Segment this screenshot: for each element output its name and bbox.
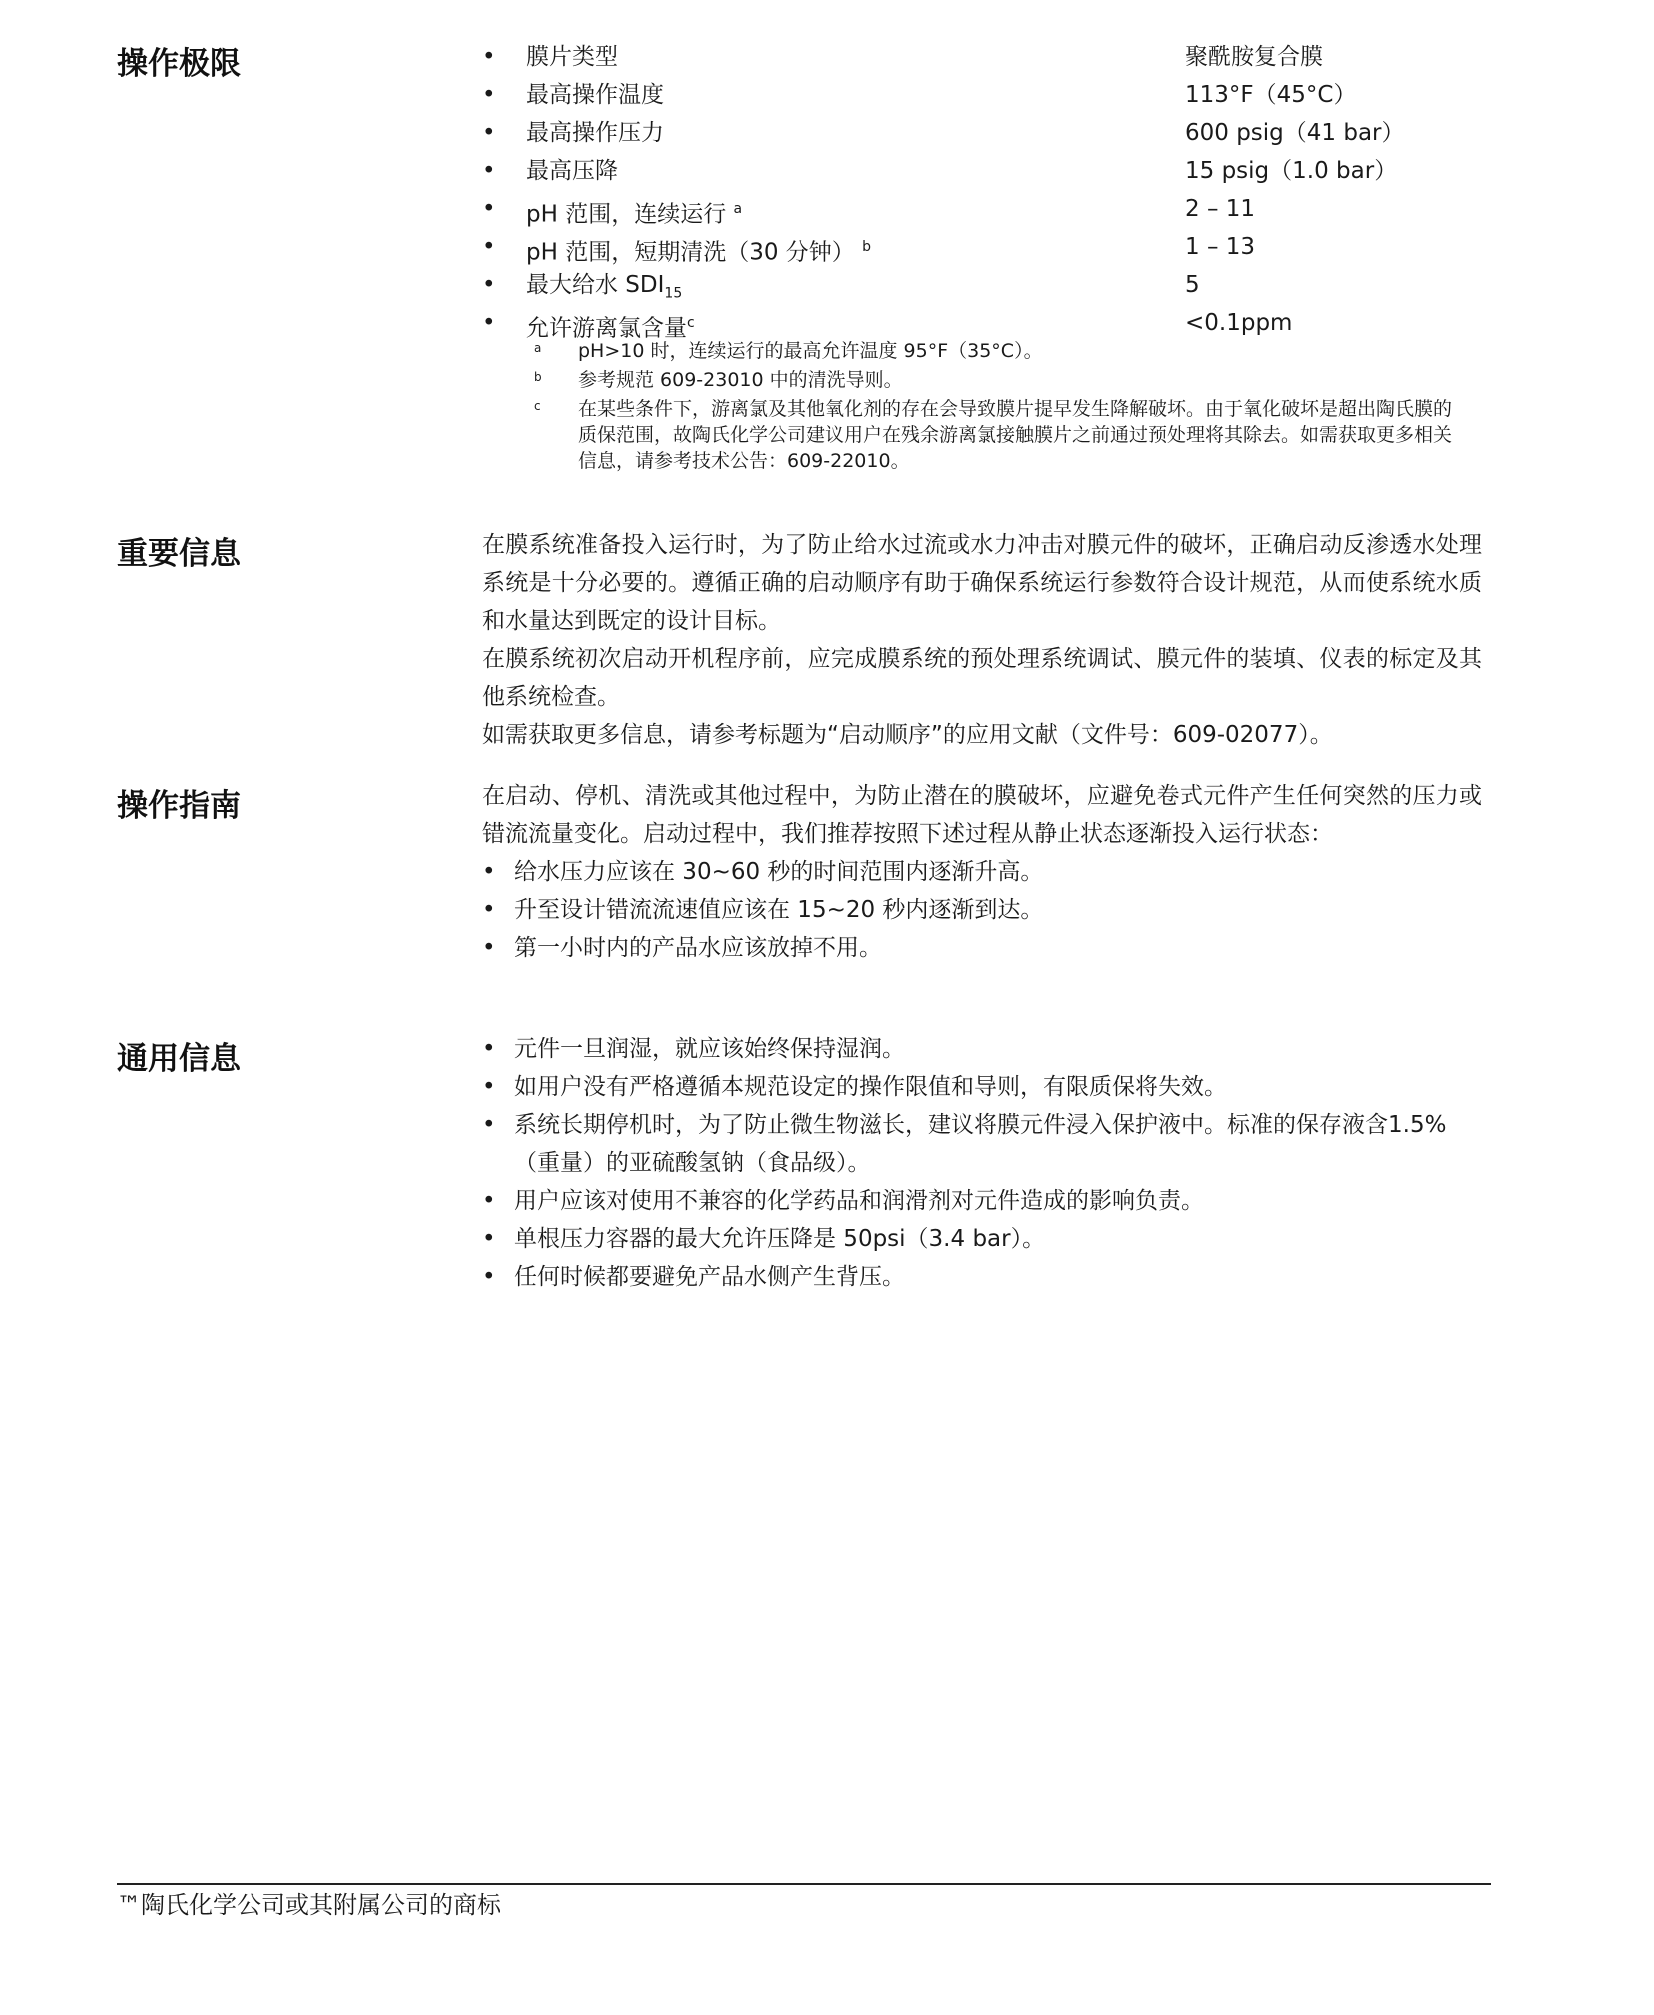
bullet: • [482, 1188, 496, 1214]
important-text [482, 526, 1482, 754]
limits-row [482, 152, 1482, 190]
limits-table [482, 38, 1482, 342]
limits-label-text: 允许游离氯含量 [526, 315, 687, 342]
list-item [482, 891, 1482, 929]
limits-row [482, 304, 1482, 342]
list-item-text: 用户应该对使用不兼容的化学药品和润滑剂对元件造成的影响负责。 [514, 1188, 1204, 1214]
footnote [482, 367, 1482, 393]
footnote-mark: a [534, 341, 542, 355]
footer-divider [117, 1883, 1491, 1885]
limits-row [482, 266, 1482, 304]
limits-label: 最高压降 [526, 158, 618, 184]
footnote-mark: c [687, 315, 695, 331]
section-title-guide: 操作指南 [117, 788, 241, 824]
bullet: • [482, 158, 496, 184]
bullet: • [482, 82, 496, 108]
list-item-text: 升至设计错流流速值应该在 15~20 秒内逐渐到达。 [514, 897, 1044, 923]
footnote-text: pH>10 时，连续运行的最高允许温度 95°F（35°C）。 [578, 340, 1043, 362]
limits-row [482, 38, 1482, 76]
list-item [482, 1030, 1482, 1068]
limits-value: 5 [1185, 272, 1200, 298]
subscript: 15 [664, 285, 683, 302]
bullet: • [482, 1112, 496, 1138]
paragraph: 在启动、停机、清洗或其他过程中，为防止潜在的膜破坏，应避免卷式元件产生任何突然的压力或错流流量变化。启动过程中，我们推荐按照下述过程从静止状态逐渐投入运行状态： [482, 783, 1482, 847]
bullet: • [482, 897, 496, 923]
list-item-text: 元件一旦润湿，就应该始终保持湿润。 [514, 1036, 905, 1062]
limits-label: 最高操作压力 [526, 120, 664, 146]
limits-label-text: 最大给水 SDI [526, 272, 665, 298]
list-item [482, 1106, 1482, 1182]
footnote [482, 338, 1482, 364]
bullet: • [482, 1036, 496, 1062]
general-list [482, 1030, 1482, 1296]
bullet: • [482, 935, 496, 961]
limits-value: 1 – 13 [1185, 234, 1256, 260]
footnote-mark: b [534, 370, 542, 384]
list-item [482, 1182, 1482, 1220]
list-item [482, 929, 1482, 967]
limits-value: 2 – 11 [1185, 196, 1256, 222]
footer-trademark: ™陶氏化学公司或其附属公司的商标 [117, 1891, 501, 1919]
limits-value: 聚酰胺复合膜 [1185, 44, 1323, 70]
bullet: • [482, 44, 496, 70]
limits-row [482, 76, 1482, 114]
list-item [482, 1068, 1482, 1106]
bullet: • [482, 1074, 496, 1100]
limits-label-text: pH 范围，短期清洗（30 分钟） [526, 239, 855, 266]
paragraph: 在膜系统准备投入运行时，为了防止给水过流或水力冲击对膜元件的破坏，正确启动反渗透水处理系统是十分必要的。遵循正确的启动顺序有助于确保系统运行参数符合设计规范，从而使系统水质和水量达到既定的设计目标。 [482, 532, 1482, 634]
limits-row [482, 114, 1482, 152]
footnote-mark: c [534, 399, 541, 413]
paragraph: 在膜系统初次启动开机程序前，应完成膜系统的预处理系统调试、膜元件的装填、仪表的标定及其他系统检查。 [482, 646, 1482, 710]
limits-label: 最高操作温度 [526, 82, 664, 108]
list-item [482, 853, 1482, 891]
guide-text [482, 777, 1482, 967]
bullet: • [482, 859, 496, 885]
bullet: • [482, 196, 496, 222]
footnote-mark: a [733, 201, 743, 217]
limits-footnotes [482, 338, 1482, 477]
list-item [482, 1220, 1482, 1258]
limits-row [482, 190, 1482, 228]
bullet: • [482, 310, 496, 336]
list-item-text: 单根压力容器的最大允许压降是 50psi（3.4 bar）。 [514, 1226, 1046, 1252]
limits-value: 113°F（45°C） [1185, 82, 1357, 108]
limits-label: 膜片类型 [526, 44, 618, 70]
limits-value: 15 psig（1.0 bar） [1185, 158, 1398, 184]
bullet: • [482, 234, 496, 260]
footnote-mark: b [862, 239, 871, 255]
guide-list [482, 853, 1482, 967]
paragraph: 如需获取更多信息，请参考标题为“启动顺序”的应用文献（文件号：609-02077）。 [482, 722, 1333, 748]
section-title-general: 通用信息 [117, 1041, 241, 1077]
bullet: • [482, 1264, 496, 1290]
general-text [482, 1030, 1482, 1296]
footnote-text: 参考规范 609-23010 中的清洗导则。 [578, 369, 903, 391]
list-item-text: 任何时候都要避免产品水侧产生背压。 [514, 1264, 905, 1290]
footnote-text: 在某些条件下，游离氯及其他氧化剂的存在会导致膜片提早发生降解破坏。由于氧化破坏是超出陶氏膜的质保范围，故陶氏化学公司建议用户在残余游离氯接触膜片之前通过预处理将其除去。如需获取更多相关信息，请参考技术公告：609-22010。 [578, 398, 1453, 472]
limits-value: 600 psig（41 bar） [1185, 120, 1405, 146]
section-title-important: 重要信息 [117, 536, 241, 572]
list-item-text: 给水压力应该在 30~60 秒的时间范围内逐渐升高。 [514, 859, 1044, 885]
section-title-limits: 操作极限 [117, 46, 241, 82]
list-item-text: 第一小时内的产品水应该放掉不用。 [514, 935, 882, 961]
bullet: • [482, 1226, 496, 1252]
limits-value: <0.1ppm [1185, 310, 1293, 336]
bullet: • [482, 120, 496, 146]
bullet: • [482, 272, 496, 298]
footnote [482, 396, 1482, 474]
list-item-text: 系统长期停机时，为了防止微生物滋长，建议将膜元件浸入保护液中。标准的保存液含1.5%（重量）的亚硫酸氢钠（食品级）。 [514, 1112, 1447, 1176]
list-item [482, 1258, 1482, 1296]
list-item-text: 如用户没有严格遵循本规范设定的操作限值和导则，有限质保将失效。 [514, 1074, 1227, 1100]
limits-label-text: pH 范围，连续运行 [526, 201, 727, 228]
limits-row [482, 228, 1482, 266]
